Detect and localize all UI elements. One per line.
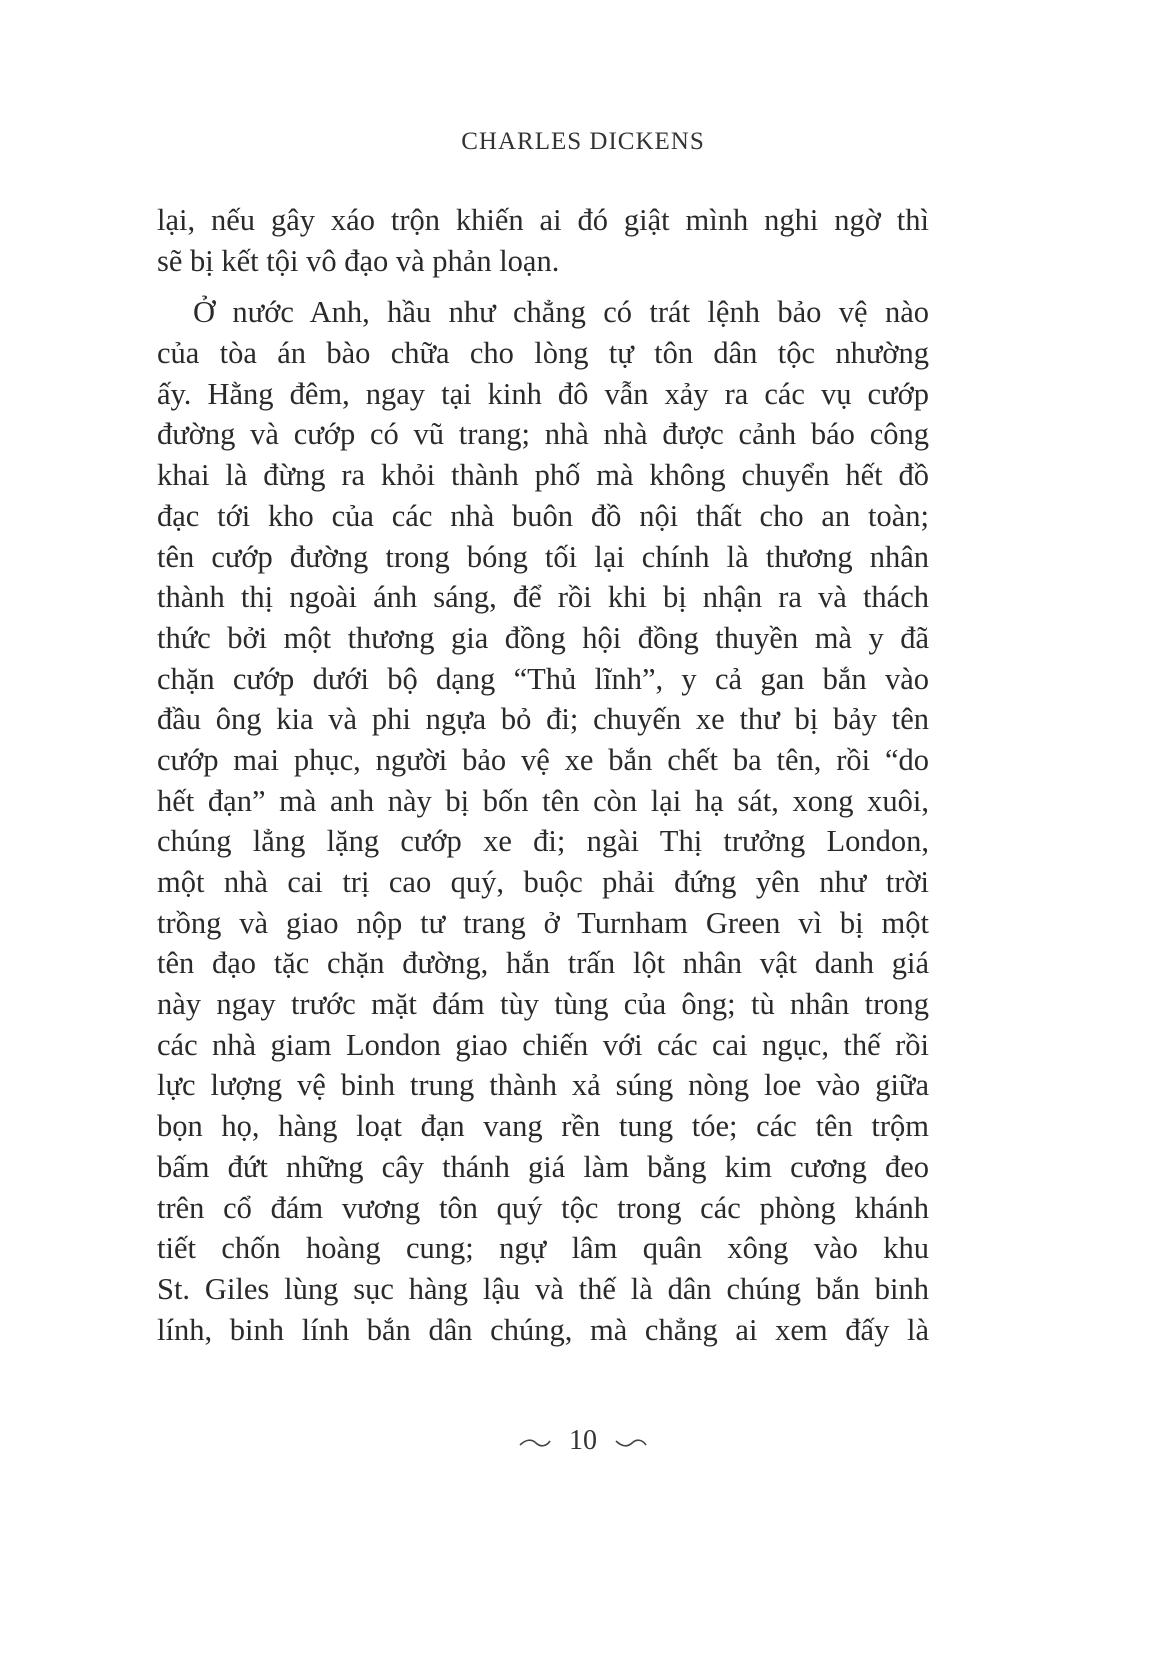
- text-line: các nhà giam London giao chiến với các cai ngục, thế rồi: [157, 1027, 929, 1062]
- text-line: lại, nếu gây xáo trộn khiến ai đó giật mình nghi ngờ thì: [157, 203, 929, 237]
- text-line: đầu ông kia và phi ngựa bỏ đi; chuyến xe thư bị bảy tên: [157, 702, 929, 737]
- swirl-ornament-left-icon: [518, 1437, 552, 1449]
- text-line: chặn cướp dưới bộ dạng “Thủ lĩnh”, y cả gan bắn vào: [157, 661, 929, 696]
- text-line: đường và cướp có vũ trang; nhà nhà được cảnh báo công: [157, 417, 929, 452]
- text-line: của tòa án bào chữa cho lòng tự tôn dân tộc nhường: [157, 336, 929, 371]
- text-line: tên đạo tặc chặn đường, hắn trấn lột nhân vật danh giá: [157, 946, 929, 981]
- text-line: thức bởi một thương gia đồng hội đồng thuyền mà y đã: [157, 620, 929, 655]
- text-line: khai là đừng ra khỏi thành phố mà không chuyển hết đồ: [157, 458, 929, 493]
- text-line: này ngay trước mặt đám tùy tùng của ông; tù nhân trong: [157, 987, 929, 1022]
- text-line: trên cổ đám vương tôn quý tộc trong các phòng khánh: [157, 1190, 929, 1225]
- text-line: hết đạn” mà anh này bị bốn tên còn lại hạ sát, xong xuôi,: [157, 783, 929, 818]
- swirl-ornament-right-icon: [614, 1437, 648, 1449]
- text-line: trồng và giao nộp tư trang ở Turnham Green vì bị một: [157, 905, 929, 940]
- text-line: ấy. Hằng đêm, ngay tại kinh đô vẫn xảy ra các vụ cướp: [157, 376, 929, 411]
- text-line: Ở nước Anh, hầu như chẳng có trát lệnh bảo vệ nào: [193, 295, 929, 330]
- text-line: sẽ bị kết tội vô đạo và phản loạn.: [157, 243, 560, 278]
- text-line: một nhà cai trị cao quý, buộc phải đứng yên như trời: [157, 865, 929, 899]
- text-line: lực lượng vệ binh trung thành xả súng nòng loe vào giữa: [157, 1068, 929, 1103]
- running-header: CHARLES DICKENS: [461, 128, 705, 155]
- text-line: lính, binh lính bắn dân chúng, mà chẳng ai xem đấy là: [157, 1312, 929, 1347]
- text-line: St. Giles lùng sục hàng lậu và thế là dân chúng bắn binh: [157, 1271, 929, 1306]
- paragraph-2: [157, 292, 929, 1350]
- text-line: bấm đứt những cây thánh giá làm bằng kim cương đeo: [157, 1149, 929, 1184]
- text-line: thành thị ngoài ánh sáng, để rồi khi bị nhận ra và thách: [157, 580, 929, 615]
- text-line: đạc tới kho của các nhà buôn đồ nội thất cho an toàn;: [157, 498, 929, 533]
- text-line: bọn họ, hàng loạt đạn vang rền tung tóe; các tên trộm: [157, 1109, 929, 1144]
- text-line: tên cướp đường trong bóng tối lại chính là thương nhân: [157, 539, 929, 574]
- text-line: tiết chốn hoàng cung; ngự lâm quân xông vào khu: [157, 1231, 929, 1266]
- text-line: cướp mai phục, người bảo vệ xe bắn chết ba tên, rồi “do: [157, 742, 929, 777]
- paragraph-1: [157, 200, 929, 281]
- body-text: [157, 200, 929, 1350]
- page-footer: [0, 1425, 1166, 1457]
- text-line: chúng lẳng lặng cướp xe đi; ngài Thị trưởng London,: [157, 824, 929, 859]
- page-number: 10: [569, 1425, 597, 1456]
